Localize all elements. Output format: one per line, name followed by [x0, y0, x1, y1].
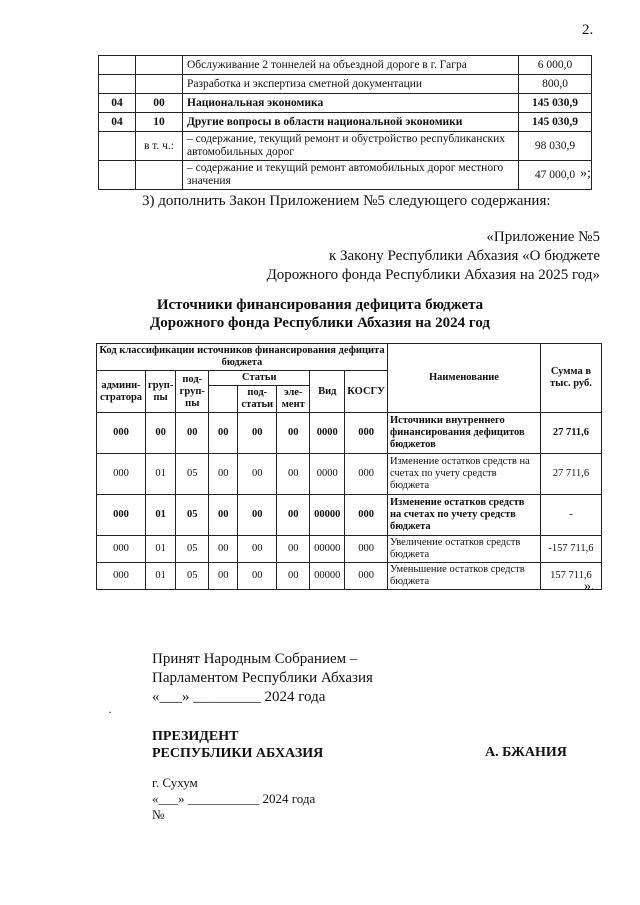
- section-code: 04: [99, 94, 136, 113]
- item-amount: 145 030,9: [519, 113, 592, 132]
- table2-row: [97, 495, 602, 536]
- section-code: [99, 56, 136, 75]
- group-code: 01: [146, 495, 176, 536]
- item-amount: 47 000,0: [519, 161, 592, 190]
- item-amount: 145 030,9: [519, 94, 592, 113]
- group-code: 00: [146, 413, 176, 454]
- source-name: Изменение остатков средств на счетах по учету средств бюджета: [387, 495, 540, 536]
- signer-name: А. БЖАНИЯ: [485, 745, 567, 760]
- subgroup-code: 05: [176, 454, 209, 495]
- subarticle-code: 00: [238, 536, 277, 563]
- table1-row: [99, 75, 592, 94]
- expenditure-table: [98, 55, 592, 190]
- subgroup-code: 00: [176, 413, 209, 454]
- table2-row: [97, 454, 602, 495]
- adoption-date: «___» _________ 2024 года: [152, 689, 326, 705]
- subarticle-code: 00: [238, 563, 277, 590]
- item-name: Разработка и экспертиза сметной документации: [183, 75, 519, 94]
- president-line-2: РЕСПУБЛИКИ АБХАЗИЯ: [152, 746, 324, 761]
- table1-row: [99, 132, 592, 161]
- item-name: Национальная экономика: [183, 94, 519, 113]
- subsection-code: в т. ч.:: [136, 132, 183, 161]
- admin-code: 000: [97, 536, 146, 563]
- group-code: 01: [146, 536, 176, 563]
- item-name: – содержание и текущий ремонт автомобильных дорог местного значения: [183, 161, 519, 190]
- subsection-code: [136, 75, 183, 94]
- type-code: 00000: [310, 536, 345, 563]
- table1-row: [99, 56, 592, 75]
- kosgu-code: 000: [345, 413, 388, 454]
- page-number: 2.: [582, 22, 594, 38]
- section-code: [99, 161, 136, 190]
- article-header: [209, 386, 238, 413]
- admin-code: 000: [97, 413, 146, 454]
- source-name: Источники внутреннего финансирования дефицитов бюджетов: [387, 413, 540, 454]
- source-sum: -157 711,6: [540, 536, 601, 563]
- kosgu-code: 000: [345, 563, 388, 590]
- type-code: 00000: [310, 495, 345, 536]
- subsection-code: [136, 161, 183, 190]
- kosgu-header: КОСГУ: [345, 371, 388, 413]
- source-sum: 27 711,6: [540, 413, 601, 454]
- kosgu-code: 000: [345, 454, 388, 495]
- subsection-code: 10: [136, 113, 183, 132]
- element-code: 00: [277, 495, 310, 536]
- subarticle-header: под-статьи: [238, 386, 277, 413]
- doc-number: №: [152, 807, 165, 822]
- closing-quote: »;: [580, 166, 591, 181]
- subarticle-code: 00: [238, 413, 277, 454]
- title-line-2: Дорожного фонда Республики Абхазия на 2024 год: [149, 315, 491, 331]
- subgroup-code: 05: [176, 563, 209, 590]
- article-code: 00: [209, 413, 238, 454]
- item-name: – содержание, текущий ремонт и обустройство республиканских автомобильных дорог: [183, 132, 519, 161]
- type-code: 00000: [310, 563, 345, 590]
- document-title: [0, 296, 640, 332]
- adoption-line-2: Парламентом Республики Абхазия: [152, 670, 373, 686]
- admin-code: 000: [97, 563, 146, 590]
- table1-row: [99, 161, 592, 190]
- subarticle-code: 00: [238, 454, 277, 495]
- appendix-line-2: к Закону Республики Абхазия «О бюджете: [328, 248, 600, 264]
- kosgu-code: 000: [345, 536, 388, 563]
- name-header: Наименование: [387, 344, 540, 413]
- appendix-header: [267, 228, 600, 285]
- sign-date: «___» ___________ 2024 года: [152, 791, 316, 806]
- sum-header: Сумма в тыс. руб.: [540, 344, 601, 413]
- subgroup-header: под-груп-пы: [176, 371, 209, 413]
- group-code: 01: [146, 563, 176, 590]
- appendix-line-3: Дорожного фонда Республики Абхазия на 2025 год»: [266, 267, 600, 283]
- item-amount: 6 000,0: [519, 56, 592, 75]
- code-group-header: Код классификации источников финансирования дефицита бюджета: [97, 344, 388, 371]
- element-code: 00: [277, 413, 310, 454]
- article-code: 00: [209, 536, 238, 563]
- president-line-1: ПРЕЗИДЕНТ: [152, 729, 239, 744]
- item-amount: 800,0: [519, 75, 592, 94]
- admin-header: админи-стратора: [97, 371, 146, 413]
- item-name: Обслуживание 2 тоннелей на объездной дороге в г. Гагра: [183, 56, 519, 75]
- city-date-block: [152, 775, 315, 823]
- subsection-code: 00: [136, 94, 183, 113]
- article-code: 00: [209, 563, 238, 590]
- amendment-text: 3) дополнить Закон Приложением №5 следующего содержания:: [142, 193, 551, 209]
- table1-row: [99, 94, 592, 113]
- closing-quote-2: ».: [584, 579, 595, 594]
- kosgu-code: 000: [345, 495, 388, 536]
- type-code: 0000: [310, 413, 345, 454]
- source-name: Изменение остатков средств на счетах по учету средств бюджета: [387, 454, 540, 495]
- source-name: Увеличение остатков средств бюджета: [387, 536, 540, 563]
- element-code: 00: [277, 536, 310, 563]
- item-amount: 98 030,9: [519, 132, 592, 161]
- subarticle-code: 00: [238, 495, 277, 536]
- stray-mark: ·: [108, 705, 112, 719]
- group-header: груп-пы: [146, 371, 176, 413]
- source-name: Уменьшение остатков средств бюджета: [387, 563, 540, 590]
- section-code: [99, 132, 136, 161]
- articles-header: Статьи: [209, 371, 310, 386]
- type-header: Вид: [310, 371, 345, 413]
- table2-row: [97, 413, 602, 454]
- appendix-line-1: «Приложение №5: [486, 229, 600, 245]
- president-title: [152, 728, 323, 762]
- article-code: 00: [209, 454, 238, 495]
- source-sum: -: [540, 495, 601, 536]
- adoption-block: [152, 650, 373, 707]
- article-code: 00: [209, 495, 238, 536]
- adoption-line-1: Принят Народным Собранием –: [152, 651, 358, 667]
- element-code: 00: [277, 454, 310, 495]
- type-code: 0000: [310, 454, 345, 495]
- source-sum: 157 711,6: [540, 563, 601, 590]
- admin-code: 000: [97, 454, 146, 495]
- financing-sources-table: [96, 343, 602, 590]
- table2-row: [97, 563, 602, 590]
- element-code: 00: [277, 563, 310, 590]
- admin-code: 000: [97, 495, 146, 536]
- subgroup-code: 05: [176, 536, 209, 563]
- section-code: 04: [99, 113, 136, 132]
- element-header: эле-мент: [277, 386, 310, 413]
- source-sum: 27 711,6: [540, 454, 601, 495]
- city-name: г. Сухум: [152, 775, 198, 790]
- group-code: 01: [146, 454, 176, 495]
- subgroup-code: 05: [176, 495, 209, 536]
- subsection-code: [136, 56, 183, 75]
- table2-row: [97, 536, 602, 563]
- title-line-1: Источники финансирования дефицита бюджета: [156, 297, 484, 313]
- section-code: [99, 75, 136, 94]
- item-name: Другие вопросы в области национальной экономики: [183, 113, 519, 132]
- table1-row: [99, 113, 592, 132]
